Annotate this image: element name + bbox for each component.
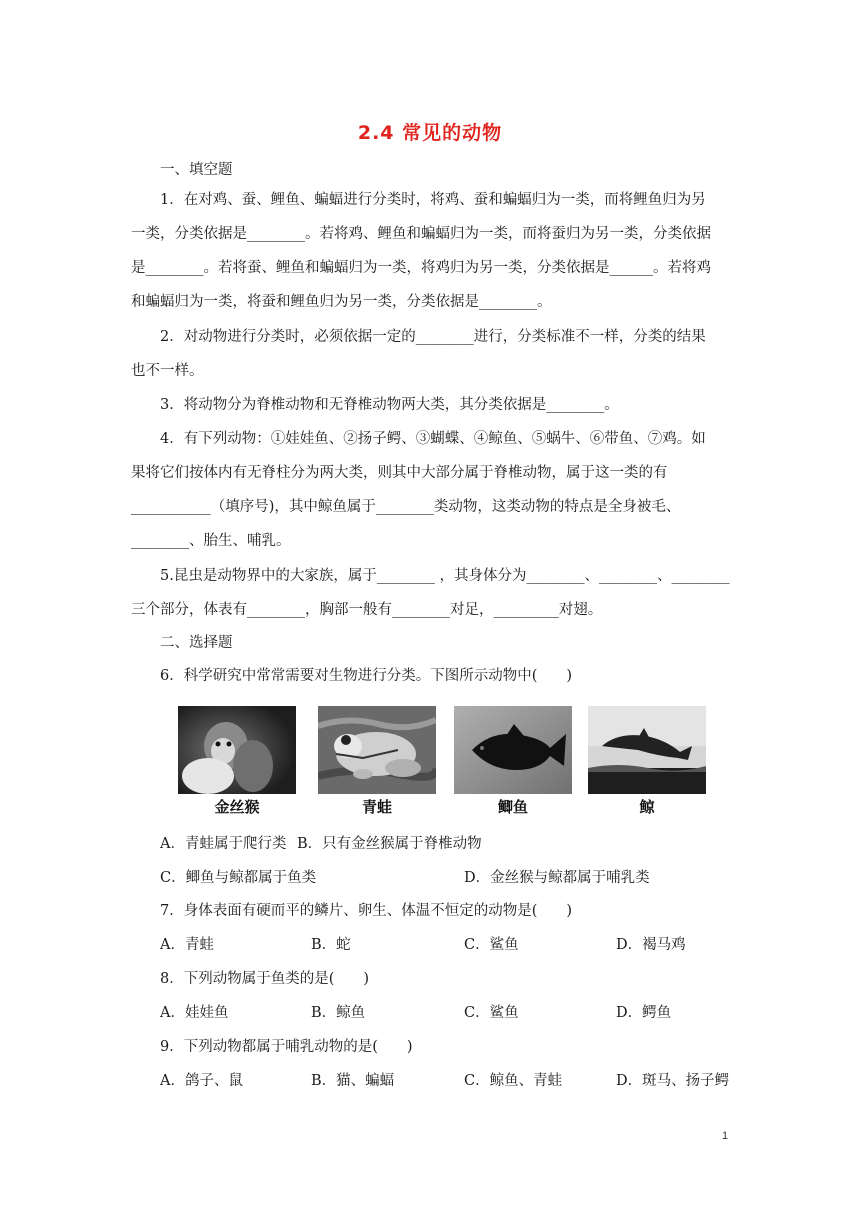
q7-option-b: B．蛇 bbox=[311, 937, 351, 953]
q7-option-a: A．青蛙 bbox=[160, 937, 214, 953]
q7-option-d: D．褐马鸡 bbox=[616, 937, 686, 953]
q9-stem: 9．下列动物都属于哺乳动物的是( ) bbox=[160, 1039, 413, 1055]
q1-line-3: 是________。若将蚕、鲤鱼和蝙蝠归为一类，将鸡归为另一类，分类依据是______。若将鸡 bbox=[131, 260, 711, 276]
q4-line-4: ________、胎生、哺乳。 bbox=[131, 533, 291, 549]
q8-option-d: D．鳄鱼 bbox=[616, 1005, 672, 1021]
q9-option-b: B．猫、蝙蝠 bbox=[311, 1073, 395, 1089]
q8-option-c: C．鲨鱼 bbox=[464, 1005, 519, 1021]
q4-line-3: ___________（填序号)，其中鲸鱼属于________类动物，这类动物的特点是全身被毛、 bbox=[131, 499, 681, 515]
q8-option-a: A．娃娃鱼 bbox=[160, 1005, 229, 1021]
q2-line-2: 也不一样。 bbox=[131, 363, 204, 379]
q6-option-c: C．鲫鱼与鲸都属于鱼类 bbox=[160, 870, 317, 886]
q1-line-4: 和蝙蝠归为一类，将蚕和鲤鱼归为另一类，分类依据是________。 bbox=[131, 294, 552, 310]
q2-line-1: 2．对动物进行分类时，必须依据一定的________进行，分类标准不一样，分类的结果 bbox=[160, 329, 706, 345]
label-fish: 鲫鱼 bbox=[497, 798, 528, 816]
q5-line-1: 5.昆虫是动物界中的大家族，属于________ ，其身体分为________、________、________ bbox=[160, 568, 730, 584]
section-heading-choice: 二、选择题 bbox=[160, 635, 233, 651]
q9-option-d: D．斑马、扬子鳄 bbox=[616, 1073, 730, 1089]
q4-line-2: 果将它们按体内有无脊柱分为两大类，则其中大部分属于脊椎动物，属于这一类的有 bbox=[131, 465, 668, 481]
q6-option-b: B．只有金丝猴属于脊椎动物 bbox=[297, 836, 482, 852]
q7-stem: 7．身体表面有硬而平的鳞片、卵生、体温不恒定的动物是( ) bbox=[160, 903, 573, 919]
q9-option-a: A．鸽子、鼠 bbox=[160, 1073, 243, 1089]
q6-option-d: D．金丝猴与鲸都属于哺乳类 bbox=[464, 870, 650, 886]
whale-photo bbox=[588, 706, 706, 824]
monkey-photo bbox=[178, 706, 296, 824]
fish-photo bbox=[454, 706, 572, 824]
page-title: 2.4 常见的动物 bbox=[357, 122, 503, 144]
q6-option-a: A．青蛙属于爬行类 bbox=[160, 836, 287, 852]
q6-stem: 6．科学研究中常常需要对生物进行分类。下图所示动物中( ) bbox=[160, 668, 573, 684]
q3-line-1: 3．将动物分为脊椎动物和无脊椎动物两大类，其分类依据是________。 bbox=[160, 397, 619, 413]
page-number: 1 bbox=[722, 1130, 729, 1142]
q8-option-b: B．鲸鱼 bbox=[311, 1005, 366, 1021]
q6-figure-strip bbox=[178, 706, 708, 824]
q1-line-1: 1．在对鸡、蚕、鲤鱼、蝙蝠进行分类时，将鸡、蚕和蝙蝠归为一类，而将鲤鱼归为另 bbox=[160, 192, 706, 208]
q1-line-2: 一类，分类依据是________。若将鸡、鲤鱼和蝙蝠归为一类，而将蚕归为另一类，分类依据 bbox=[131, 226, 711, 242]
frog-photo bbox=[318, 706, 436, 824]
label-frog: 青蛙 bbox=[361, 798, 392, 816]
q9-option-c: C．鲸鱼、青蛙 bbox=[464, 1073, 563, 1089]
q8-stem: 8．下列动物属于鱼类的是( ) bbox=[160, 971, 370, 987]
section-heading-fill: 一、填空题 bbox=[160, 162, 233, 178]
label-monkey: 金丝猴 bbox=[214, 798, 260, 816]
q5-line-2: 三个部分，体表有________，胸部一般有________对足，_________对翅。 bbox=[131, 602, 603, 618]
q7-option-c: C．鲨鱼 bbox=[464, 937, 519, 953]
q4-line-1: 4．有下列动物：①娃娃鱼、②扬子鳄、③蝴蝶、④鲸鱼、⑤蜗牛、⑥带鱼、⑦鸡。如 bbox=[160, 431, 706, 447]
label-whale: 鲸 bbox=[639, 798, 655, 816]
